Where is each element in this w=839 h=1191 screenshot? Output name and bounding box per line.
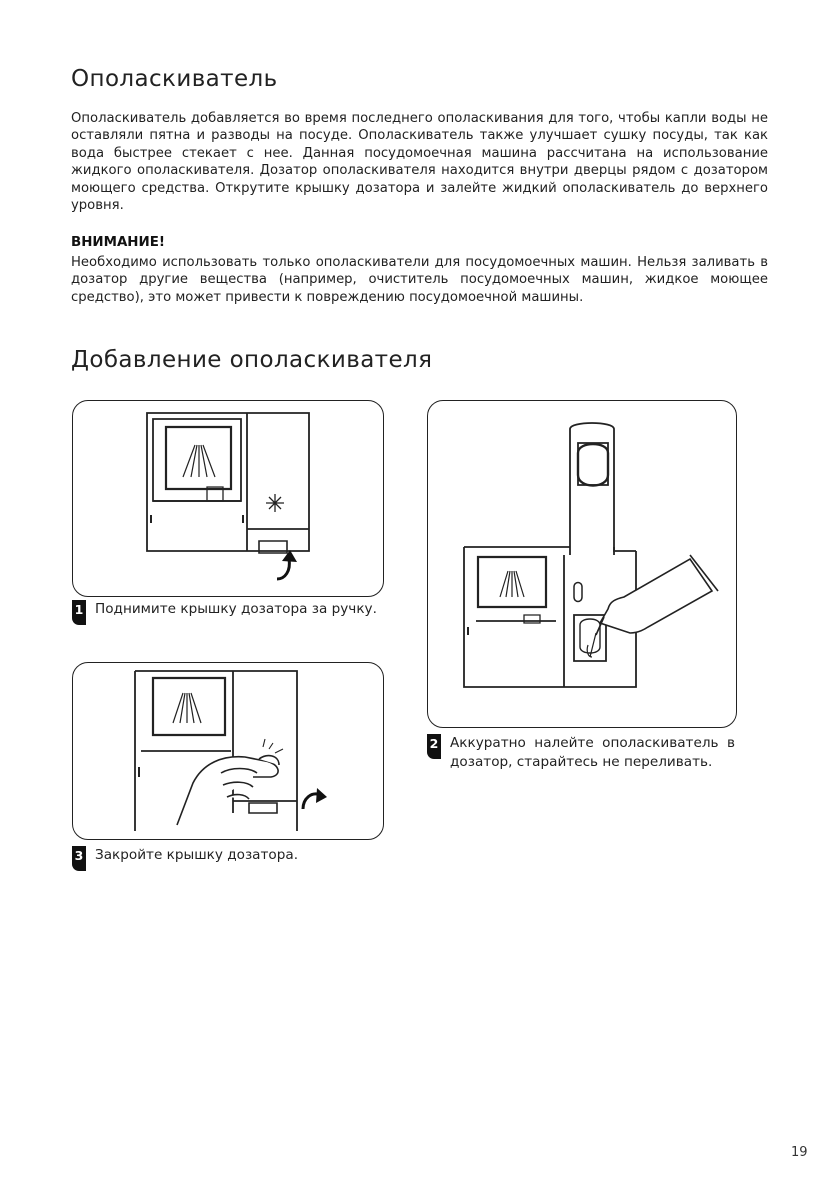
page-number: 19 (791, 1145, 808, 1160)
step1-illustration (72, 400, 384, 597)
step-number-badge: 3 (72, 846, 86, 871)
dispenser-close-lid-drawing (73, 663, 383, 839)
warning-text: Необходимо использовать только ополаскиватели для посудомоечных машин. Нельзя заливать в дозатор другие вещества (например, очиститель посудомоечных машин, жидкое моющее средство), это может привести к повреждению посудомоечной машины. (71, 255, 768, 305)
dispenser-open-lid-drawing (73, 401, 383, 596)
hand-icon (177, 756, 279, 825)
step-2-text: Аккуратно налейте ополаскиватель в дозатор, старайтесь не переливать. (450, 735, 735, 770)
step-1 (72, 600, 383, 625)
rinse-aid-bottle-icon (596, 555, 718, 635)
step-number-badge: 1 (72, 600, 86, 625)
rotate-up-arrow-icon (277, 550, 297, 579)
step-3 (72, 846, 383, 871)
step-2 (427, 734, 735, 771)
rinse-aid-description: Ополаскиватель добавляется во время последнего ополаскивания для того, чтобы капли воды не оставляли пятна и разводы на посуде. Ополаскиватель также улучшает сушку посуды, так как вода быстрее стекает с нее. Данная посудомоечная машина рассчитана на использование жидкого ополаскивателя. Дозатор ополаскивателя находится внутри дверцы рядом с дозатором моющего средства. Открутите крышку дозатора и залейте жидкий ополаскиватель до верхнего уровня. (71, 111, 768, 214)
step-3-text: Закройте крышку дозатора. (95, 847, 299, 863)
section-title-adding-rinse-aid: Добавление ополаскивателя (71, 347, 433, 373)
warning-title: ВНИМАНИЕ! (71, 235, 165, 250)
rotate-down-arrow-icon (303, 788, 327, 809)
section-title-rinse-aid: Ополаскиватель (71, 66, 278, 92)
sparkle-icon (263, 739, 283, 753)
step-number-badge: 2 (427, 734, 441, 759)
sparkle-icon (266, 494, 284, 512)
step2-illustration (427, 400, 737, 728)
step-1-text: Поднимите крышку дозатора за ручку. (95, 601, 377, 617)
pouring-rinse-aid-drawing (428, 401, 736, 727)
step3-illustration (72, 662, 384, 840)
